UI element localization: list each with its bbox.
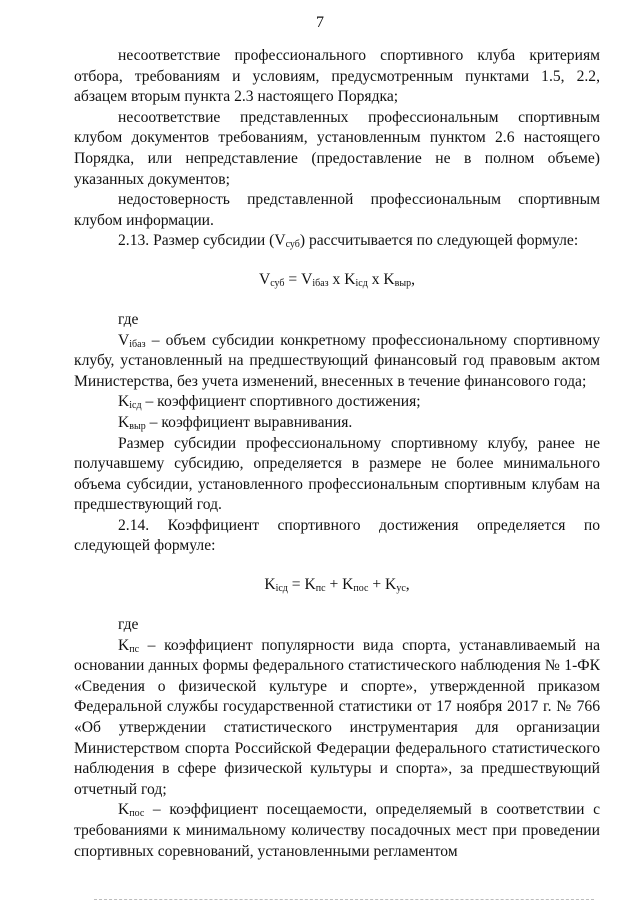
formula-subsidy: $V_{суб} = V_{iбаз}$ х $K_{iсд}$ х $K_{выр}$, (258, 270, 416, 289)
paragraph-2-13-text: 2.13. Размер субсидии (V (118, 232, 286, 250)
paragraph-documents-mismatch: несоответствие представленных профессиональным спортивным клубом документов требованиям, установленным пунктом 2.6 настоящего Порядка, или непредставление (предоставление не в полном объеме) указанных документов; (74, 108, 600, 188)
paragraph-2-14: 2.14. Коэффициент спортивного достижения определяется по следующей формуле: (74, 516, 600, 555)
formula-sport-achievement: $K_{iсд} = K_{пс} + K_{пос} + K_{ус}$, (264, 576, 410, 595)
subscript-sub: суб (285, 239, 300, 251)
paragraph-2-13-tail: ) рассчитывается по следующей формуле: (299, 232, 579, 250)
definition-k-isd: $K_{iсд}$ – коэффициент спортивного достижения; (118, 393, 421, 412)
where-label-2: где (118, 616, 139, 634)
paragraph-unreliable-info: недостоверность представленной профессиональным спортивным клубом информации. (74, 191, 600, 229)
where-label-1: где (118, 310, 139, 328)
paragraph-new-club: Размер субсидии профессиональному спортивному клубу, ранее не получавшему субсидию, определяется в размере не более минимального объема субсидии, установленного профессиональным спортивным клубам на предшествующий год. (74, 434, 600, 514)
paragraph-criteria-mismatch: несоответствие профессионального спортивного клуба критериям отбора, требованиям и условиям, предусмотренным пунктами 1.5, 2.2, абзацем вторым пункта 2.3 настоящего Порядка; (74, 47, 600, 106)
definition-k-vyr: $K_{выр}$ – коэффициент выравнивания. (118, 413, 353, 432)
definition-k-pos: $K_{пос}$ – коэффициент посещаемости, определяемый в соответствии с требованиями к минимальному количеству посадочных мест при проведении спортивных соревнований, установленными регламентом (74, 801, 600, 860)
paragraph-2-13 (74, 231, 600, 252)
definition-v-ibaz: $V_{iбаз}$ – объем субсидии конкретному профессиональному спортивному клубу, установленный на предшествующий финансовый год правовым актом Министерства, без учета изменений, внесенных в течение финансового года; (74, 331, 600, 390)
definition-k-ps: $K_{пс}$ – коэффициент популярности вида спорта, устанавливаемый на основании данных формы федерального статистического наблюдения № 1-ФК «Сведения о физической культуре и спорте», утвержденной приказом Федеральной службы государственной статистики от 17 ноября 2017 г. № 766 «Об утверждении статистического инструментария для организации Министерством спорта Российской Федерации федерального статистического наблюдения в сфере физической культуры и спорта», за предшествующий отчетный год; (74, 636, 600, 798)
page-number: 7 (316, 14, 324, 31)
document-body (74, 46, 600, 862)
scan-bottom-edge (94, 899, 594, 900)
